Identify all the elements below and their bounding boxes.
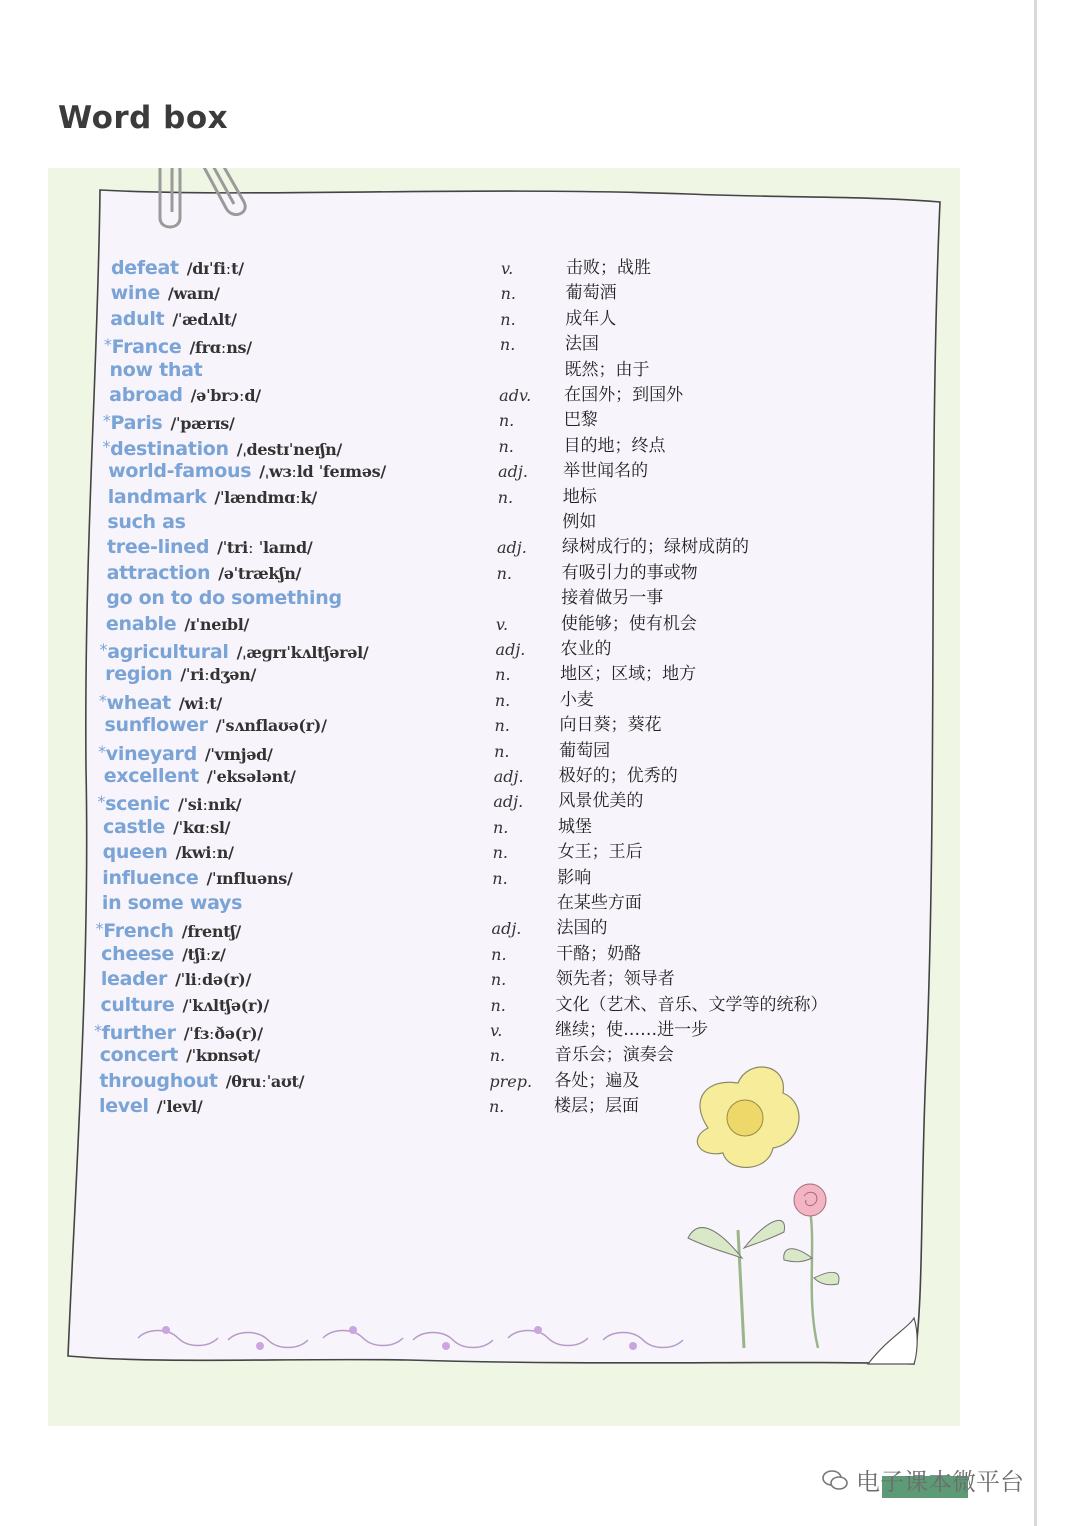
vocab-word-group <box>100 1043 260 1068</box>
vocab-meaning: 在某些方面 <box>556 893 642 913</box>
vocab-part-of-speech: prep. <box>489 1071 533 1091</box>
vocab-word-group <box>110 307 236 332</box>
vocab-word-group <box>107 510 185 535</box>
vocab-word-group <box>108 485 317 510</box>
vocab-entry <box>0 866 1000 891</box>
vocab-word: landmark <box>107 485 207 508</box>
vocab-meaning: 干酪；奶酪 <box>556 943 642 964</box>
vocab-word: queen <box>102 841 168 864</box>
vocab-phonetic: /əˈtrækʃn/ <box>218 563 302 583</box>
asterisk-mark: * <box>97 792 106 812</box>
vocab-word: defeat <box>111 257 179 279</box>
vocab-word-group <box>103 815 230 840</box>
vocab-phonetic: /ˈsʌnflaʊə(r)/ <box>215 716 327 736</box>
vocab-phonetic: /wiːt/ <box>178 693 222 713</box>
vocab-word-group <box>96 916 241 944</box>
vocab-phonetic: /ɪˈneɪbl/ <box>184 614 250 634</box>
vocab-meaning: 小麦 <box>559 689 594 710</box>
vocab-meaning: 各处；遍及 <box>554 1070 640 1091</box>
vocab-phonetic: /θruːˈaʊt/ <box>225 1071 305 1091</box>
vocab-word: agricultural <box>107 641 229 663</box>
vocab-phonetic: /ˌwɜːld ˈfeɪməs/ <box>259 462 386 482</box>
vocab-entry <box>0 586 1000 611</box>
vocab-word: enable <box>105 612 177 635</box>
vocab-phonetic: /ˈfɜːðə(r)/ <box>183 1024 263 1043</box>
vocab-phonetic: /əˈbrɔːd/ <box>190 386 261 405</box>
vocab-part-of-speech: adj. <box>491 919 522 939</box>
vocab-part-of-speech: n. <box>494 741 510 761</box>
vocab-part-of-speech: v. <box>501 259 514 278</box>
vocab-phonetic: /ˈriːdʒən/ <box>180 665 257 685</box>
vocab-meaning: 有吸引力的事或物 <box>561 562 698 583</box>
vocab-part-of-speech: n. <box>490 995 506 1015</box>
vocab-entry <box>0 1043 1000 1068</box>
asterisk-mark: * <box>102 411 111 431</box>
vocab-word: destination <box>110 437 229 460</box>
vocab-word-group <box>107 535 312 560</box>
vocab-entry <box>0 916 1000 941</box>
vocab-entry <box>0 662 1000 687</box>
vocab-entry <box>0 332 1000 357</box>
vocab-entry <box>0 459 1000 484</box>
vocab-word-group <box>110 358 203 383</box>
vocab-entry <box>0 612 1000 637</box>
vocab-word: France <box>111 336 182 359</box>
vocab-meaning: 女王；王后 <box>557 842 643 863</box>
vocab-word-group <box>94 1018 263 1046</box>
vocab-entry <box>0 967 1000 992</box>
vocab-meaning: 既然；由于 <box>564 359 650 380</box>
vocab-part-of-speech: adj. <box>497 538 527 558</box>
vocab-part-of-speech: n. <box>492 868 508 888</box>
vocab-word-group <box>102 434 342 462</box>
vocab-word-group <box>105 662 256 687</box>
vocab-part-of-speech: n. <box>495 665 511 685</box>
vocab-entry <box>0 942 1000 967</box>
vocab-part-of-speech: n. <box>490 970 507 990</box>
vocab-phonetic: /ˈkʌltʃə(r)/ <box>182 995 269 1015</box>
vocab-part-of-speech: adv. <box>499 386 532 405</box>
vocab-part-of-speech: n. <box>498 436 514 456</box>
vocab-phonetic: /ˈliːdə(r)/ <box>175 970 251 990</box>
vocab-meaning: 领先者；领导者 <box>555 969 675 990</box>
vocab-word-group <box>111 256 244 281</box>
page-title: Word box <box>58 100 229 136</box>
vocab-part-of-speech: n. <box>493 817 509 837</box>
vocab-word-group <box>102 891 242 916</box>
vocab-word-group <box>104 713 326 738</box>
vocab-part-of-speech: adj. <box>493 792 524 812</box>
vocab-entry <box>0 561 1000 586</box>
vocab-word: in some ways <box>101 892 243 914</box>
vocab-part-of-speech: n. <box>497 487 514 507</box>
vocab-meaning: 在国外；到国外 <box>564 385 684 405</box>
vocab-word-group <box>103 408 235 436</box>
vocab-entry <box>0 993 1000 1018</box>
vocab-meaning: 目的地；终点 <box>563 435 666 456</box>
vocab-meaning: 楼层；层面 <box>554 1096 639 1117</box>
vocab-entry <box>0 281 1000 306</box>
vocab-phonetic: /ˈkɒnsət/ <box>186 1046 261 1066</box>
vocab-part-of-speech: v. <box>490 1021 503 1040</box>
vocab-meaning: 成年人 <box>565 308 617 329</box>
watermark <box>822 1462 1024 1496</box>
vocab-word: such as <box>107 511 186 533</box>
vocab-meaning: 农业的 <box>560 639 612 659</box>
vocab-part-of-speech: adj. <box>493 767 524 786</box>
vocab-meaning: 法国的 <box>556 918 608 939</box>
vocab-phonetic: /ˈkɑːsl/ <box>173 817 231 837</box>
vocab-word: attraction <box>106 561 211 584</box>
vocab-meaning: 例如 <box>562 512 597 532</box>
vocab-meaning: 地标 <box>562 486 597 507</box>
vocab-word: world-famous <box>108 460 252 483</box>
vocab-meaning: 使能够；使有机会 <box>560 613 697 634</box>
asterisk-mark: * <box>94 1021 102 1040</box>
vocab-phonetic: /ˌdestɪˈneɪʃn/ <box>236 439 342 459</box>
watermark-text: 电子课本微平台 <box>856 1468 1024 1496</box>
vocab-meaning: 绿树成行的；绿树成荫的 <box>562 537 749 558</box>
vocab-part-of-speech: n. <box>499 335 516 355</box>
vocab-word: cheese <box>101 942 175 965</box>
vocab-meaning: 举世闻名的 <box>563 461 649 482</box>
vocab-word: Paris <box>110 412 163 435</box>
vocab-phonetic: /ˈpærɪs/ <box>170 414 235 434</box>
vocab-entry <box>0 408 1000 433</box>
vocab-word-group <box>107 561 301 586</box>
vocab-phonetic: /tʃiːz/ <box>182 944 226 964</box>
vocab-meaning: 击败；战胜 <box>566 258 651 278</box>
vocab-entry <box>0 815 1000 840</box>
vocab-word: level <box>99 1095 149 1118</box>
vocab-word: vineyard <box>105 742 197 765</box>
vocab-part-of-speech: n. <box>491 944 507 964</box>
vocab-word: tree-lined <box>107 536 210 559</box>
asterisk-mark: * <box>102 436 111 456</box>
vocab-word-group <box>104 764 296 789</box>
vocab-word: culture <box>100 993 175 1016</box>
vocab-word-group <box>100 637 369 665</box>
asterisk-mark: * <box>98 741 106 761</box>
vocab-word-group <box>106 612 249 637</box>
vocab-entry <box>0 510 1000 535</box>
vocab-entry <box>0 713 1000 738</box>
vocab-phonetic: /ˌæɡrɪˈkʌltʃərəl/ <box>236 643 369 662</box>
vocab-word-group <box>103 840 234 865</box>
vocab-entry <box>0 739 1000 764</box>
vocab-word-group <box>109 383 261 408</box>
vocab-part-of-speech: n. <box>489 1097 505 1117</box>
vocab-word: castle <box>103 815 166 838</box>
vocab-part-of-speech: n. <box>494 716 510 736</box>
vocab-word-group <box>98 739 272 767</box>
vocab-phonetic: /ˈeksələnt/ <box>206 767 296 786</box>
vocab-phonetic: /frɑːns/ <box>189 338 252 358</box>
vocab-word: abroad <box>109 384 183 406</box>
vocab-entry <box>0 637 1000 662</box>
vocab-part-of-speech: adj. <box>498 462 528 482</box>
vocab-word: leader <box>100 968 168 991</box>
vocab-meaning: 影响 <box>557 867 592 888</box>
vocab-word-group <box>102 866 292 891</box>
vocab-entry <box>0 840 1000 865</box>
vocab-phonetic: /frentʃ/ <box>181 922 241 942</box>
vocab-phonetic: /dɪˈfiːt/ <box>186 259 244 278</box>
vocab-word-group <box>99 688 222 716</box>
vocab-phonetic: /ˈlevl/ <box>156 1097 203 1117</box>
vocab-word-group <box>99 1094 202 1119</box>
vocab-meaning: 风景优美的 <box>558 791 644 812</box>
vocab-word-group <box>100 993 269 1018</box>
vocab-entry <box>0 535 1000 560</box>
vocab-meaning: 葡萄酒 <box>565 283 617 304</box>
vocab-part-of-speech: n. <box>494 690 511 710</box>
vocab-entry <box>0 764 1000 789</box>
vocab-entry <box>0 358 1000 383</box>
vocab-word-group <box>111 281 220 306</box>
vocab-word-group <box>101 967 251 992</box>
vocab-entry <box>0 485 1000 510</box>
vocab-meaning: 接着做另一事 <box>561 588 664 609</box>
wechat-icon <box>822 1469 848 1491</box>
vocab-entry <box>0 891 1000 916</box>
vocab-phonetic: /ˈɪnfluəns/ <box>206 868 293 888</box>
asterisk-mark: * <box>95 919 104 939</box>
vocab-phonetic: /ˈsiːnɪk/ <box>178 795 242 815</box>
vocab-part-of-speech: n. <box>500 284 517 304</box>
vocab-phonetic: /kwiːn/ <box>175 843 234 863</box>
vocab-meaning: 音乐会；演奏会 <box>554 1045 674 1066</box>
vocab-word-group <box>97 789 241 817</box>
vocab-meaning: 继续；使……进一步 <box>555 1020 709 1040</box>
vocab-word: French <box>103 920 174 943</box>
vocab-phonetic: /ˈtriː ˈlaɪnd/ <box>217 538 313 558</box>
vocab-part-of-speech: n. <box>492 843 509 863</box>
vocab-word: scenic <box>105 793 171 816</box>
vocab-entry <box>0 688 1000 713</box>
vocab-word-group <box>101 942 225 967</box>
asterisk-mark: * <box>103 335 112 355</box>
vocab-word-group <box>99 1069 304 1094</box>
vocab-meaning: 向日葵；葵花 <box>559 715 662 736</box>
vocab-part-of-speech: n. <box>498 411 515 431</box>
vocab-part-of-speech: n. <box>496 563 513 583</box>
vocab-phonetic: /ˈlændmɑːk/ <box>214 487 317 507</box>
vocab-word: further <box>101 1022 176 1044</box>
vocab-meaning: 法国 <box>564 334 599 355</box>
asterisk-mark: * <box>99 640 108 659</box>
vocab-phonetic: /ˈædʌlt/ <box>172 309 237 329</box>
vocab-meaning: 巴黎 <box>563 410 598 431</box>
vocab-entry <box>0 1018 1000 1043</box>
vocab-entry <box>0 256 1000 281</box>
vocab-word-group <box>108 459 386 484</box>
vocab-word: wine <box>110 282 160 305</box>
page-edge-line <box>1034 0 1037 1526</box>
vocab-entry <box>0 1069 1000 1094</box>
vocab-word: sunflower <box>104 714 208 737</box>
vocab-meaning: 文化（艺术、音乐、文学等的统称） <box>555 994 828 1015</box>
vocab-part-of-speech: n. <box>489 1046 506 1066</box>
vocab-entry <box>0 307 1000 332</box>
vocab-phonetic: /waɪn/ <box>167 284 220 304</box>
vocab-entry <box>0 1094 1000 1119</box>
vocab-part-of-speech: v. <box>495 614 509 634</box>
vocab-entry <box>0 383 1000 408</box>
vocab-word: adult <box>110 307 165 330</box>
vocab-entry <box>0 434 1000 459</box>
vocab-part-of-speech: n. <box>500 309 516 329</box>
vocab-word: wheat <box>106 691 171 714</box>
vocab-word: go on to do something <box>106 587 342 610</box>
vocab-meaning: 极好的；优秀的 <box>558 766 678 786</box>
vocab-word: region <box>105 663 173 686</box>
vocab-meaning: 城堡 <box>558 816 592 837</box>
vocab-word: throughout <box>99 1069 218 1092</box>
asterisk-mark: * <box>98 690 107 710</box>
vocab-phonetic: /ˈvɪnjəd/ <box>204 744 273 764</box>
vocab-word-group <box>106 586 341 611</box>
vocab-entry <box>0 789 1000 814</box>
vocab-word-group <box>104 332 252 360</box>
vocab-word: now that <box>109 358 203 381</box>
vocab-part-of-speech: adj. <box>495 640 526 659</box>
vocab-meaning: 地区；区域；地方 <box>560 664 697 685</box>
vocab-word: excellent <box>103 765 199 787</box>
vocab-meaning: 葡萄园 <box>559 740 611 761</box>
vocab-word: concert <box>99 1044 179 1067</box>
vocab-word: influence <box>102 866 199 889</box>
